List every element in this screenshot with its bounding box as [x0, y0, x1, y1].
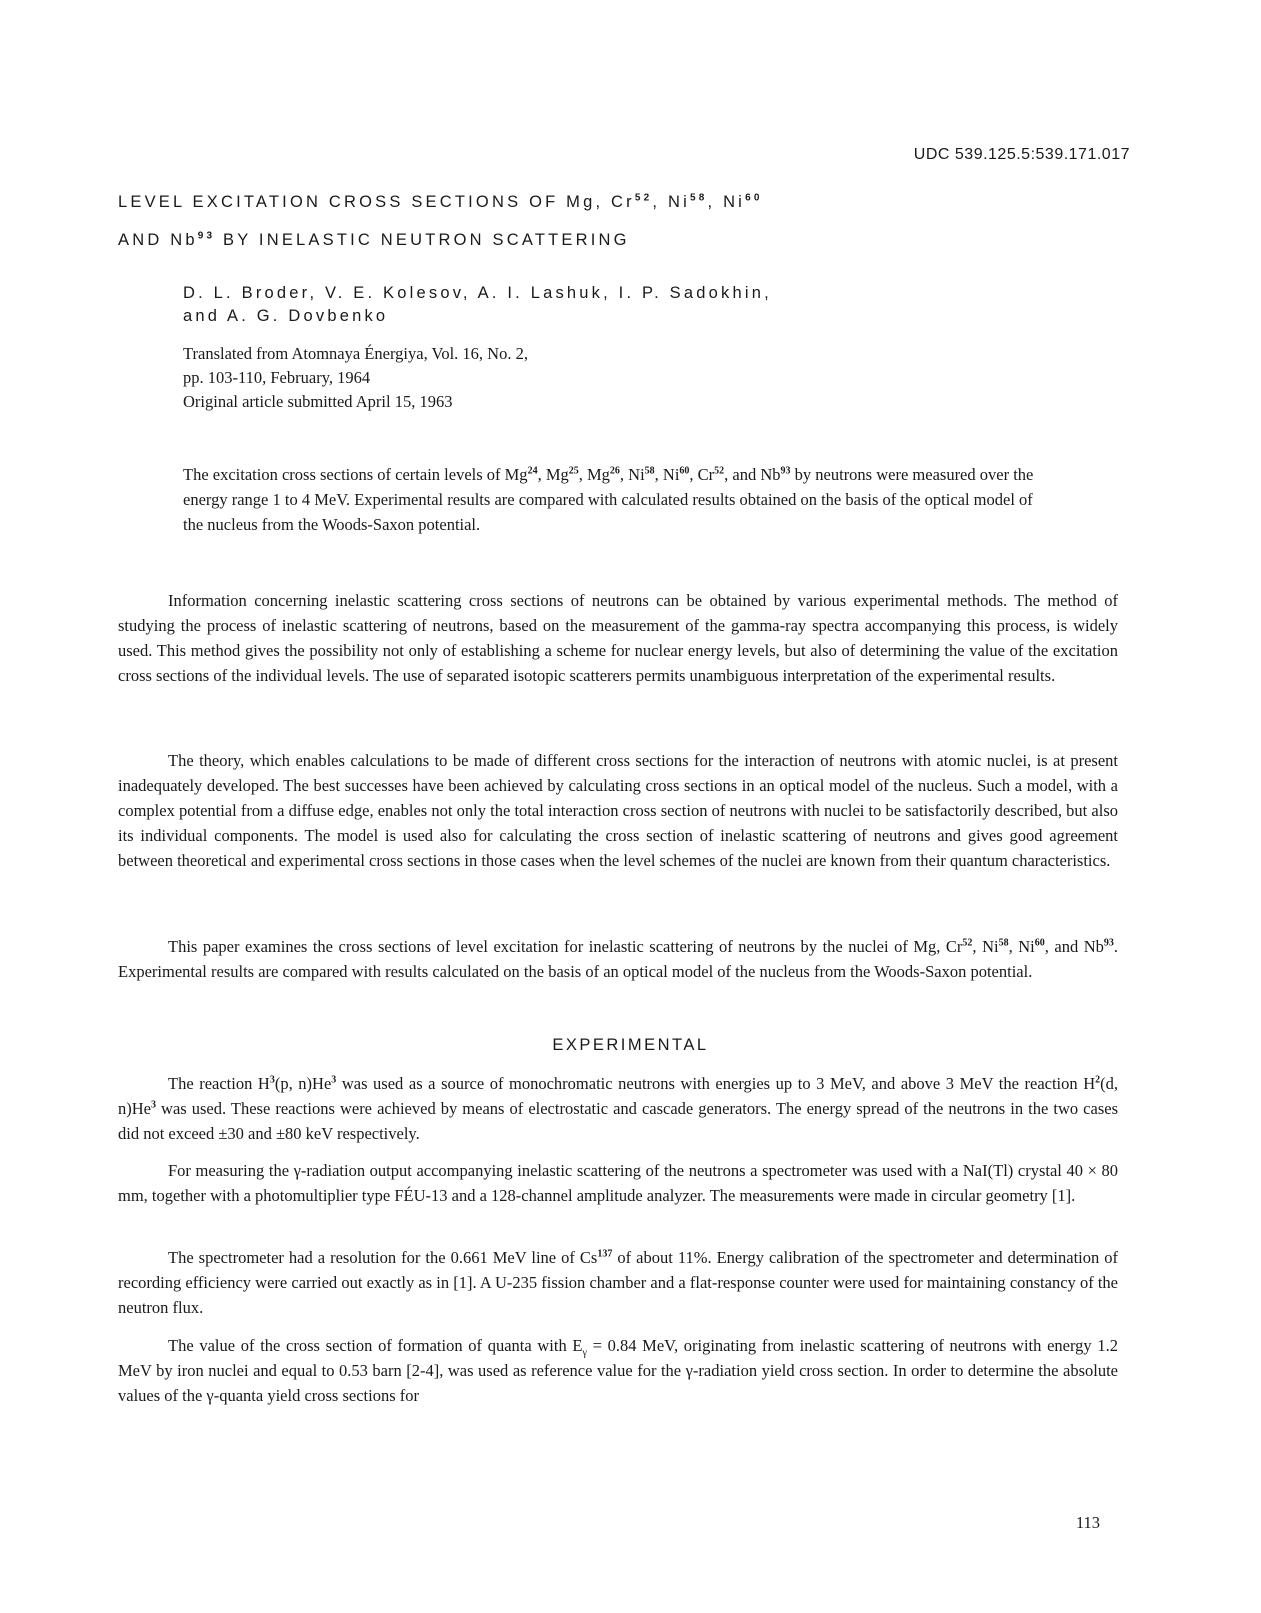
- article-title-line-2: AND Nb$^{93}$ BY INELASTIC NEUTRON SCATTERING: [118, 230, 630, 249]
- paragraph-intro: Information concerning inelastic scattering cross sections of neutrons can be obtained by various experimental methods. The method of studying the process of inelastic scattering of neutrons, based on the measurement of the gamma-ray spectra accompanying this process, is widely used. This method gives the possibility not only of establishing a scheme for nuclear energy levels, but also of determining the value of the excitation cross sections of the individual levels. The use of separated isotopic scatterers permits unambiguous interpretation of the experimental results.: [118, 591, 1118, 685]
- section-heading-experimental: EXPERIMENTAL: [552, 1036, 709, 1054]
- udc-code: UDC 539.125.5:539.171.017: [913, 146, 1130, 163]
- paragraph-theory: The theory, which enables calculations to be made of different cross sections for the interaction of neutrons with atomic nuclei, is at present inadequately developed. The best successes have been achieved by calculating cross sections in an optical model of the nucleus. Such a model, with a complex potential from a diffuse edge, enables not only the total interaction cross section of neutrons with nuclei to be satisfactorily described, but also its individual components. The model is used also for calculating the cross section of inelastic scattering of neutrons and gives good agreement between theoretical and experimental cross sections in those cases when the level schemes of the nuclei are known from their quantum characteristics.: [118, 751, 1118, 870]
- article-title-line-1: LEVEL EXCITATION CROSS SECTIONS OF Mg, Cr$^{52}$, Ni$^{58}$, Ni$^{60}$: [118, 192, 763, 211]
- paragraph-reference: The value of the cross section of formation of quanta with $E_\gamma = 0.84$ MeV, originating from inelastic scattering of neutrons with energy 1.2 MeV by iron nuclei and equal to 0.53 barn [2-4], was used as reference value for the γ-radiation yield cross section. In order to determine the absolute values of the γ-quanta yield cross sections for: [118, 1336, 1118, 1405]
- paragraph-scope: This paper examines the cross sections of level excitation for inelastic scattering of neutrons by the nuclei of Mg, Cr$^{52}$, Ni$^{58}$, Ni$^{60}$, and Nb$^{93}$. Experimental results are compared with results calculated on the basis of an optical model of the nucleus from the Woods-Saxon potential.: [118, 937, 1119, 981]
- author-list: [183, 282, 1083, 328]
- author-line-1: D. L. Broder, V. E. Kolesov, A. I. Lashuk, I. P. Sadokhin,: [183, 284, 772, 302]
- paragraph-spectrometer: For measuring the γ-radiation output accompanying inelastic scattering of the neutrons a spectrometer was used with a NaI(Tl) crystal 40 × 80 mm, together with a photomultiplier type FÉU-13 and a 128-channel amplitude analyzer. The measurements were made in circular geometry [1].: [118, 1161, 1118, 1205]
- translation-note: Translated from Atomnaya Énergiya, Vol. 16, No. 2, pp. 103-110, February, 1964 Original article submitted April 15, 1963: [183, 344, 528, 411]
- paragraph-reaction: The reaction $H^3(p$, n)He$^3$ was used as a source of monochromatic neutrons with energies up to 3 MeV, and above 3 MeV the reaction $H^2(d$, n)He$^3$ was used. These reactions were achieved by means of electrostatic and cascade generators. The energy spread of the neutrons in the two cases did not exceed ±30 and ±80 keV respectively.: [118, 1074, 1118, 1143]
- page-number: 113: [1075, 1513, 1100, 1532]
- paragraph-calibration: The spectrometer had a resolution for the 0.661 MeV line of Cs$^{137}$ of about 11%. Energy calibration of the spectrometer and determination of recording efficiency were carried out exactly as in [1]. A U-235 fission chamber and a flat-response counter were used for maintaining constancy of the neutron flux.: [118, 1248, 1119, 1317]
- abstract: The excitation cross sections of certain levels of Mg$^{24}$, Mg$^{25}$, Mg$^{26}$, Ni$^{58}$, Ni$^{60}$, Cr$^{52}$, and Nb$^{93}$ by neutrons were measured over the energy range 1 to 4 MeV. Experimental results are compared with calculated results obtained on the basis of the optical model of the nucleus from the Woods-Saxon potential.: [183, 465, 1034, 534]
- author-line-2: and A. G. Dovbenko: [183, 307, 389, 325]
